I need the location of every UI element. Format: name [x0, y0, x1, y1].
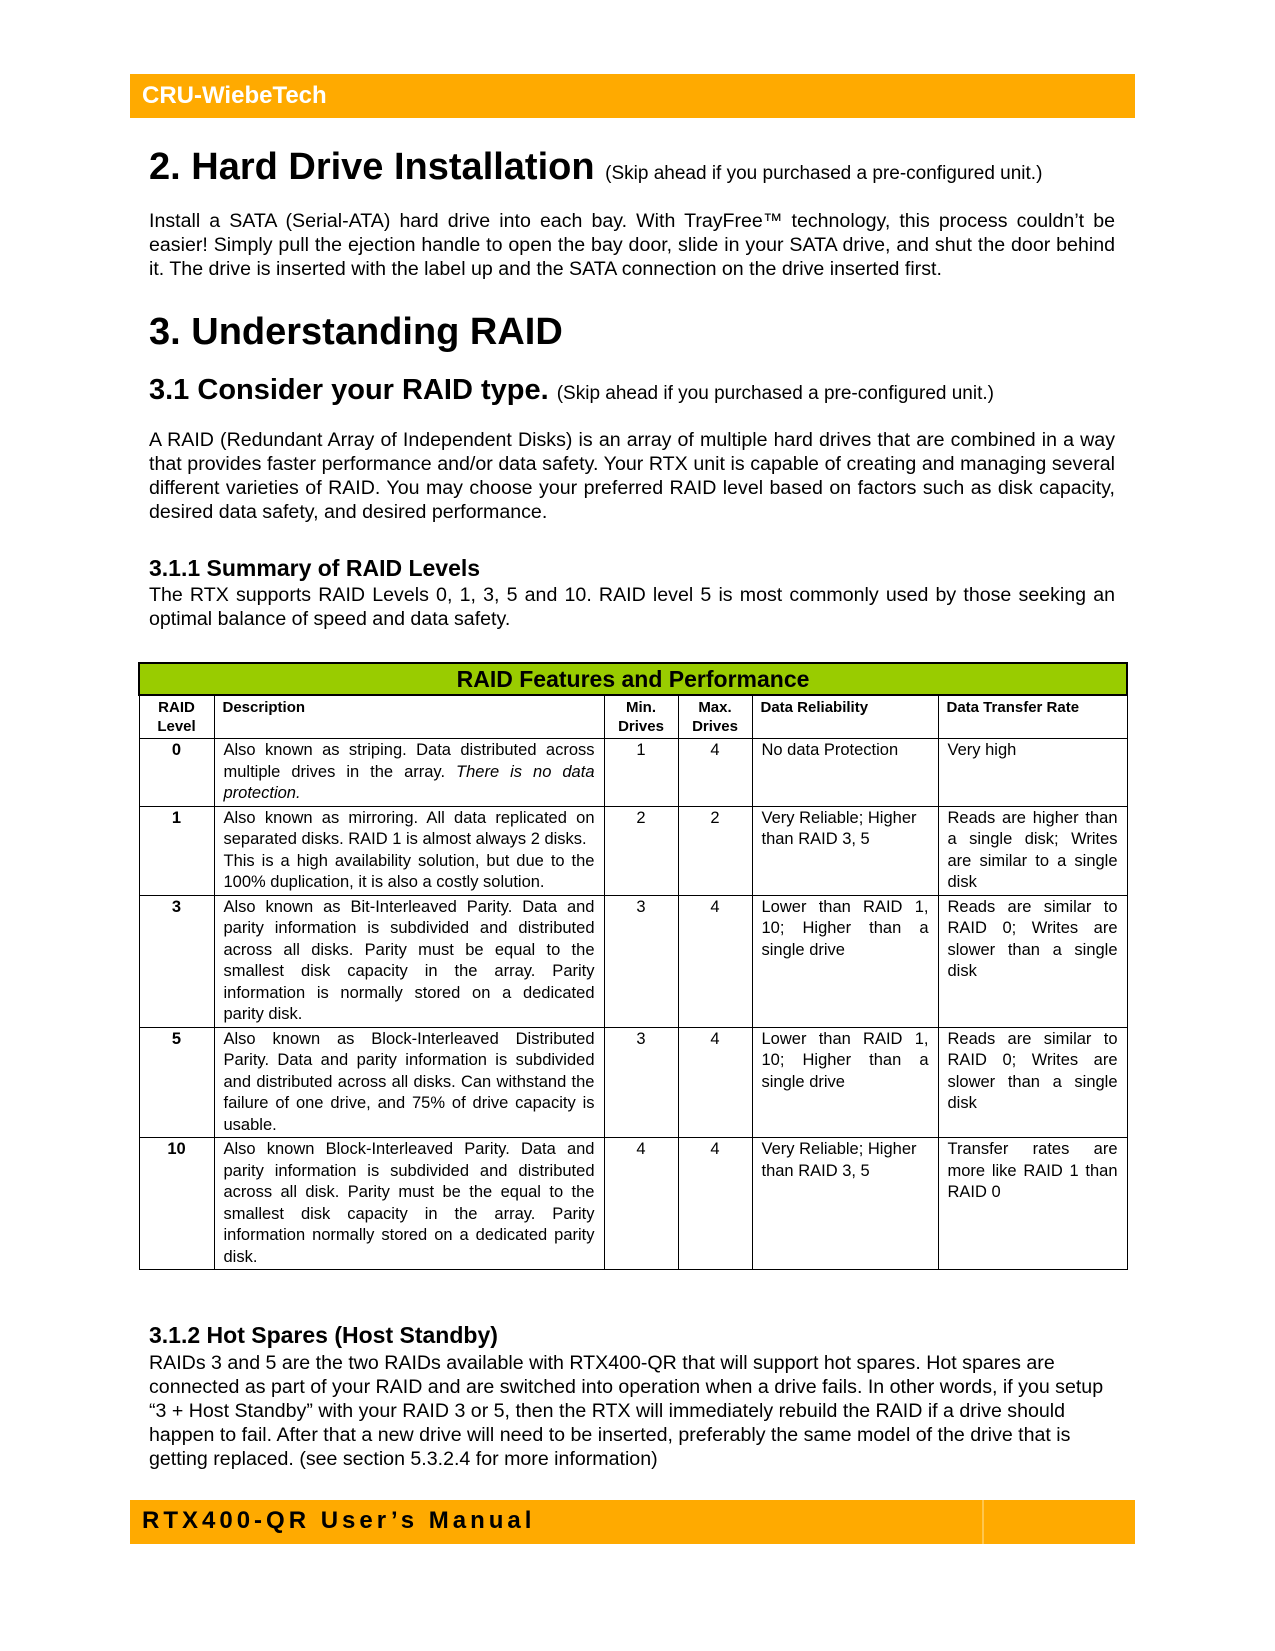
table-row [139, 739, 1127, 807]
max-drives-cell: 4 [678, 1138, 752, 1270]
min-drives-cell: 4 [604, 1138, 678, 1270]
max-drives-cell: 4 [678, 895, 752, 1027]
section-3-1-1-body: The RTX supports RAID Levels 0, 1, 3, 5 and 10. RAID level 5 is most commonly used by those seeking an optimal balance of speed and data safety. [149, 584, 1115, 630]
page-number: - 5 - [1175, 1507, 1189, 1590]
raid-level-cell: 3 [139, 895, 214, 1027]
header-description: Description [214, 695, 604, 739]
description-cell: Also known as Block-Interleaved Distributed Parity. Data and parity information is subdivided and distributed across all disks. Can withstand the failure of one drive, and 75% of drive capacity is usable. [214, 1027, 604, 1138]
reliability-cell: Very Reliable; Higher than RAID 3, 5 [752, 1138, 938, 1270]
section-3-1-1-title: 3.1.1 Summary of RAID Levels [149, 555, 481, 581]
table-row [139, 806, 1127, 895]
section-3-1-note: (Skip ahead if you purchased a pre-configured unit.) [556, 383, 994, 404]
section-2-title: 2. Hard Drive Installation [149, 146, 595, 188]
raid-level-cell: 10 [139, 1138, 214, 1270]
description-cell: Also known as mirroring. All data replicated on separated disks. RAID 1 is almost always 2 disks. This is a high availability solution, but due to the 100% duplication, it is also a costly solution. [214, 806, 604, 895]
section-3-title: 3. Understanding RAID [149, 311, 563, 353]
max-drives-cell: 4 [678, 1027, 752, 1138]
header-data-reliability: Data Reliability [752, 695, 938, 739]
description-cell: Also known Block-Interleaved Parity. Data and parity information is subdivided and distributed across all disk. Parity must be the equal to the smallest disk capacity in the array. Parity information normally stored on a dedicated parity disk. [214, 1138, 604, 1270]
min-drives-cell: 3 [604, 1027, 678, 1138]
transfer-rate-cell: Reads are higher than a single disk; Writes are similar to a single disk [938, 806, 1127, 895]
section-3-1-2-body: RAIDs 3 and 5 are the two RAIDs available with RTX400-QR that will support hot spares. Hot spares are connected as part of your RAID and are switched into operation when a drive fails. In other words, if you setup “3 + Host Standby” with your RAID 3 or 5, then the RTX will immediately rebuild the RAID if a drive should happen to fail. After that a new drive will need to be inserted, preferably the same model of the drive that is getting replaced. (see section 5.3.2.4 for more information) [149, 1352, 1104, 1470]
raid-level-cell: 1 [139, 806, 214, 895]
transfer-rate-cell: Very high [938, 739, 1127, 807]
section-2-body: Install a SATA (Serial-ATA) hard drive into each bay. With TrayFree™ technology, this process couldn’t be easier! Simply pull the ejection handle to open the bay door, slide in your SATA drive, and shut the door behind it. The drive is inserted with the label up and the SATA connection on the drive inserted first. [149, 210, 1115, 280]
raid-features-table [138, 662, 1128, 1270]
table-row [139, 1138, 1127, 1270]
table-row [139, 1027, 1127, 1138]
table-header-row [139, 695, 1127, 739]
section-3-1-heading [149, 374, 994, 407]
reliability-cell: No data Protection [752, 739, 938, 807]
section-3-1-body: A RAID (Redundant Array of Independent Disks) is an array of multiple hard drives that are combined in a way that provides faster performance and/or data safety. Your RTX unit is capable of creating and managing several different varieties of RAID. You may choose your preferred RAID level based on factors such as disk capacity, desired data safety, and desired performance. [149, 429, 1115, 523]
table-caption: RAID Features and Performance [139, 663, 1127, 695]
reliability-cell: Very Reliable; Higher than RAID 3, 5 [752, 806, 938, 895]
min-drives-cell: 3 [604, 895, 678, 1027]
raid-level-cell: 0 [139, 739, 214, 807]
raid-level-cell: 5 [139, 1027, 214, 1138]
header-data-transfer-rate: Data Transfer Rate [938, 695, 1127, 739]
max-drives-cell: 4 [678, 739, 752, 807]
manual-title: RTX400-QR User’s Manual [142, 1507, 536, 1534]
transfer-rate-cell: Reads are similar to RAID 0; Writes are slower than a single disk [938, 895, 1127, 1027]
max-drives-cell: 2 [678, 806, 752, 895]
description-cell: Also known as striping. Data distributed across multiple drives in the array. There is no data protection. [214, 739, 604, 807]
min-drives-cell: 2 [604, 806, 678, 895]
transfer-rate-cell: Transfer rates are more like RAID 1 than RAID 0 [938, 1138, 1127, 1270]
footer-divider [982, 1500, 984, 1544]
header-min-drives: Min. Drives [604, 695, 678, 739]
section-3-1-2-title: 3.1.2 Hot Spares (Host Standby) [149, 1322, 498, 1348]
transfer-rate-cell: Reads are similar to RAID 0; Writes are slower than a single disk [938, 1027, 1127, 1138]
footer-band [130, 1500, 1189, 1590]
reliability-cell: Lower than RAID 1, 10; Higher than a single drive [752, 895, 938, 1027]
section-2-heading [149, 146, 1042, 189]
min-drives-cell: 1 [604, 739, 678, 807]
header-raid-level: RAID Level [139, 695, 214, 739]
section-2-note: (Skip ahead if you purchased a pre-configured unit.) [605, 163, 1043, 184]
header-max-drives: Max. Drives [678, 695, 752, 739]
section-3-1-title: 3.1 Consider your RAID type. [149, 374, 549, 406]
header-band [130, 74, 1135, 118]
description-cell: Also known as Bit-Interleaved Parity. Data and parity information is subdivided and distributed across all disks. Parity must be equal to the smallest disk capacity in the array. Parity information is normally stored on a dedicated parity disk. [214, 895, 604, 1027]
reliability-cell: Lower than RAID 1, 10; Higher than a single drive [752, 1027, 938, 1138]
table-row [139, 895, 1127, 1027]
brand-name: CRU-WiebeTech [142, 82, 327, 109]
